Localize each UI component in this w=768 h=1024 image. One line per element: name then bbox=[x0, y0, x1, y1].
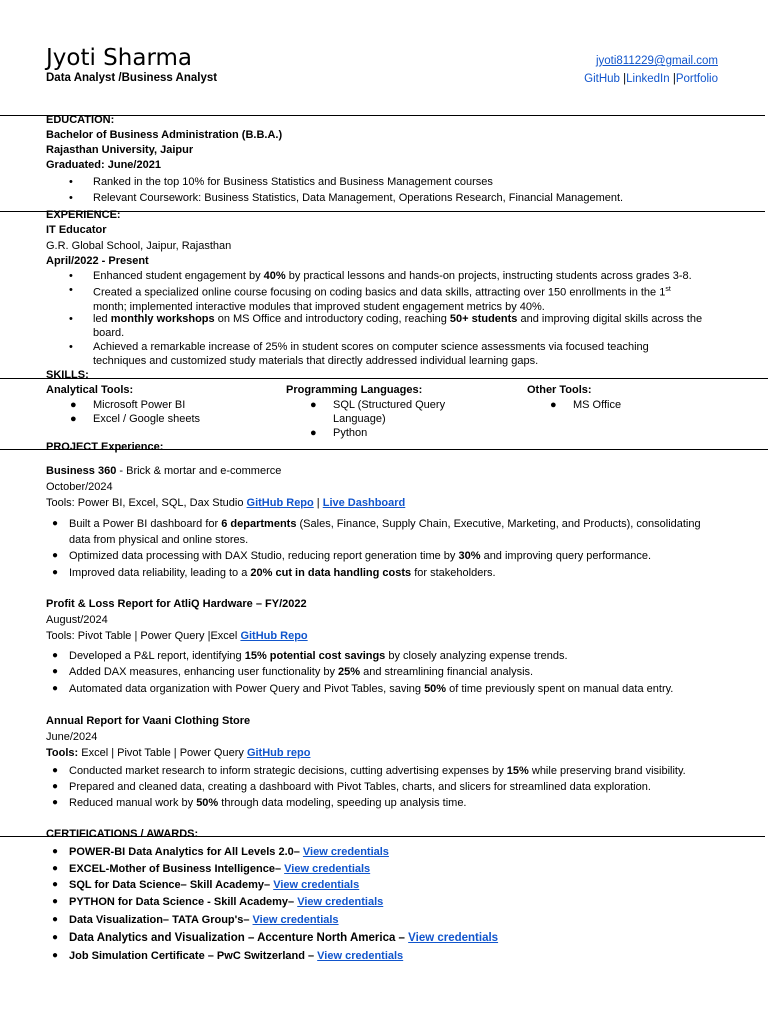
project-tools: Tools: Power BI, Excel, SQL, Dax Studio GitHub Repo | Live Dashboard bbox=[46, 497, 406, 509]
candidate-title: Data Analyst /Business Analyst bbox=[46, 72, 218, 84]
live-dashboard-link[interactable]: Live Dashboard bbox=[322, 497, 406, 509]
project-bullet: ● Developed a P&L report, identifying 15% potential cost savings by closely analyzing expense trends. bbox=[52, 650, 568, 662]
project-bullet: ● Built a Power BI dashboard for 6 departments (Sales, Finance, Supply Chain, Executive, Marketing, and Products), consolidating data from physical and online stores. bbox=[52, 518, 701, 546]
portfolio-link[interactable]: Portfolio bbox=[675, 73, 718, 85]
experience-bullet: • Achieved a remarkable increase of 25% in student scores on computer science assessments via focused teaching techniques and customized study materials that directly addressed individual learning gaps. bbox=[69, 341, 649, 367]
other-tools-title: Other Tools: bbox=[527, 384, 592, 396]
view-credentials-link[interactable]: View credentials bbox=[284, 863, 371, 875]
certification-item: ● POWER-BI Data Analytics for All Levels 2.0– View credentials bbox=[52, 846, 389, 858]
project-bullet: ● Conducted market research to inform strategic decisions, cutting advertising expenses by 15% while preserving brand visibility. bbox=[52, 765, 686, 777]
github-repo-link[interactable]: GitHub Repo bbox=[240, 630, 308, 642]
project-title: Profit & Loss Report for AtliQ Hardware – FY/2022 bbox=[46, 598, 307, 610]
github-repo-link[interactable]: GitHub Repo bbox=[246, 497, 314, 509]
project-tools: Tools: Pivot Table | Power Query |Excel GitHub Repo bbox=[46, 630, 308, 642]
certifications-heading: CERTIFICATIONS / AWARDS: bbox=[46, 828, 199, 840]
project-title: Business 360 - Brick & mortar and e-commerce bbox=[46, 465, 282, 477]
project-tools: Tools: Excel | Pivot Table | Power Query GitHub repo bbox=[46, 747, 311, 759]
skill-item: ● Python bbox=[310, 427, 368, 439]
skill-item: ● SQL (Structured Query Language) bbox=[310, 399, 446, 425]
skill-item: ● Microsoft Power BI bbox=[70, 399, 186, 411]
experience-bullet: • Created a specialized online course focusing on coding basics and data skills, attracting over 150 enrollments in the 1st month; implemented interactive modules that improved student engagement metrics by 40%. bbox=[69, 284, 671, 313]
email-line bbox=[596, 55, 718, 67]
section-divider bbox=[0, 115, 765, 116]
linkedin-link[interactable]: LinkedIn bbox=[626, 73, 670, 85]
project-bullet: ● Improved data reliability, leading to a 20% cut in data handling costs for stakeholders. bbox=[52, 567, 496, 579]
project-bullet: ● Optimized data processing with DAX Studio, reducing report generation time by 30% and improving query performance. bbox=[52, 550, 652, 562]
project-title: Annual Report for Vaani Clothing Store bbox=[46, 715, 251, 727]
project-date: August/2024 bbox=[46, 614, 108, 626]
section-divider bbox=[0, 378, 768, 379]
candidate-name: Jyoti Sharma bbox=[46, 45, 193, 71]
certification-item: ● SQL for Data Science– Skill Academy– View credentials bbox=[52, 879, 360, 891]
project-date: October/2024 bbox=[46, 481, 113, 493]
experience-bullet: • led monthly workshops on MS Office and introductory coding, reaching 50+ students and improving digital skills across the board. bbox=[69, 313, 703, 339]
separator: | bbox=[669, 73, 676, 85]
analytical-tools-title: Analytical Tools: bbox=[46, 384, 134, 396]
education-bullet: • Ranked in the top 10% for Business Statistics and Business Management courses bbox=[69, 176, 493, 188]
email-link[interactable]: jyoti811229@gmail.com bbox=[595, 55, 718, 67]
education-bullet: • Relevant Coursework: Business Statistics, Data Management, Operations Research, Financial Management. bbox=[69, 192, 624, 204]
certification-item: ● Data Analytics and Visualization – Accenture North America – View credentials bbox=[52, 932, 499, 944]
certification-item: ● EXCEL-Mother of Business Intelligence– View credentials bbox=[52, 863, 371, 875]
education-heading: EDUCATION: bbox=[46, 114, 115, 126]
skills-heading: SKILLS: bbox=[46, 369, 89, 381]
github-link[interactable]: GitHub bbox=[584, 73, 620, 85]
certification-item: ● Data Visualization– TATA Group's– View credentials bbox=[52, 914, 339, 926]
separator: | bbox=[619, 73, 627, 85]
profile-links bbox=[584, 73, 718, 85]
project-date: June/2024 bbox=[46, 731, 98, 743]
project-bullet: ● Reduced manual work by 50% through data modeling, speeding up analysis time. bbox=[52, 797, 467, 809]
view-credentials-link[interactable]: View credentials bbox=[273, 879, 360, 891]
experience-heading: EXPERIENCE: bbox=[46, 209, 121, 221]
experience-bullet: • Enhanced student engagement by 40% by practical lessons and hands-on projects, instructing students across grades 3-8. bbox=[69, 270, 692, 282]
skill-item: ● Excel / Google sheets bbox=[70, 413, 201, 425]
project-bullet: ● Automated data organization with Power Query and Pivot Tables, saving 50% of time previously spent on manual data entry. bbox=[52, 683, 674, 695]
graduation-date: Graduated: June/2021 bbox=[46, 159, 161, 171]
skill-item: ● MS Office bbox=[550, 399, 622, 411]
programming-languages-title: Programming Languages: bbox=[286, 384, 423, 396]
project-bullet: ● Prepared and cleaned data, creating a dashboard with Pivot Tables, charts, and slicers for streamlined data exploration. bbox=[52, 781, 651, 793]
github-repo-link[interactable]: GitHub repo bbox=[246, 747, 311, 759]
view-credentials-link[interactable]: View credentials bbox=[252, 914, 339, 926]
certification-item: ● Job Simulation Certificate – PwC Switzerland – View credentials bbox=[52, 950, 404, 962]
job-dates: April/2022 - Present bbox=[46, 255, 149, 267]
certification-item: ● PYTHON for Data Science - Skill Academy– View credentials bbox=[52, 896, 384, 908]
view-credentials-link[interactable]: View credentials bbox=[297, 896, 384, 908]
university: Rajasthan University, Jaipur bbox=[46, 144, 194, 156]
view-credentials-link[interactable]: View credentials bbox=[317, 950, 404, 962]
job-organization: G.R. Global School, Jaipur, Rajasthan bbox=[46, 240, 232, 252]
view-credentials-link[interactable]: View credentials bbox=[408, 932, 499, 944]
degree: Bachelor of Business Administration (B.B.A.) bbox=[46, 129, 283, 141]
projects-heading: PROJECT Experience: bbox=[46, 441, 164, 453]
view-credentials-link[interactable]: View credentials bbox=[302, 846, 389, 858]
job-role: IT Educator bbox=[46, 224, 107, 236]
project-bullet: ● Added DAX measures, enhancing user functionality by 25% and streamlining financial analysis. bbox=[52, 666, 534, 678]
